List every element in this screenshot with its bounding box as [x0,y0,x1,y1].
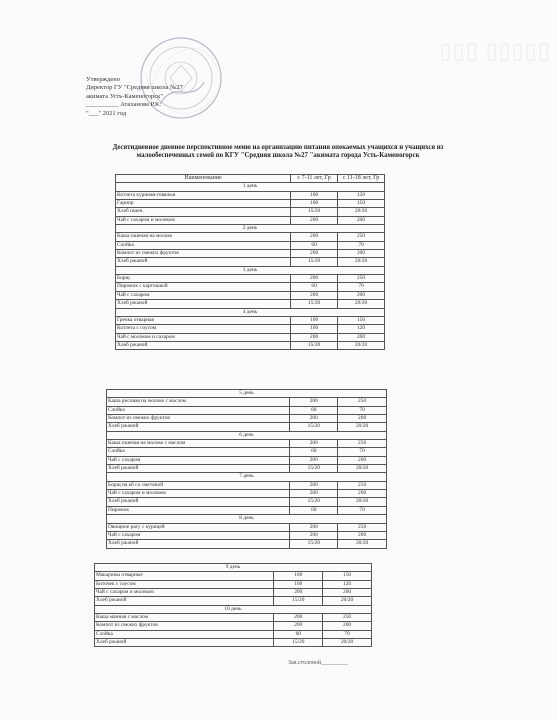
portion-11-18: 150 [323,572,372,580]
portion-7-11: 60 [290,448,338,456]
portion-7-11: 15/20 [274,597,323,605]
portion-11-18: 150 [338,200,385,208]
dish-name: Каша пшеная на молоке [116,233,291,241]
table-row [95,614,372,622]
dish-name: Каша рисовая на молоке с маслом [107,398,290,406]
table-row [107,523,387,531]
portion-11-18: 70 [323,630,372,638]
day-label: 10 день [95,605,372,613]
table-row [116,208,385,216]
day-row [95,605,372,613]
dish-name: Овощное рагу с курицей [107,523,290,531]
table-row [107,456,387,464]
table-row [107,398,387,406]
document-title: Десятидневное дневное перспективное меню на организацию питания опекаемых учащихся и учащихся из малообеспеченных семей по КГУ "Средняя школа №27 "акимата города Усть-Каменогорск [112,144,444,160]
header-age-11-18: с 11-18 лет, Гр [338,175,385,183]
portion-7-11: 200 [290,490,338,498]
portion-11-18: 70 [338,448,387,456]
dish-name: Макароны отварные [95,572,274,580]
day-row [95,564,372,572]
day-label: 8 день [107,515,387,523]
portion-7-11: 200 [291,233,338,241]
portion-11-18: 250 [338,481,387,489]
day-row [116,266,385,274]
dish-name: Биточек с соусом [95,580,274,588]
dish-name: Чай с сахаром [107,531,290,539]
dish-name: Слойка [107,406,290,414]
dish-name: Чай с молоком и сахаром [116,333,291,341]
portion-11-18: 200 [338,415,387,423]
table-row [107,531,387,539]
dish-name: Каша манная с маслом [95,614,274,622]
dish-name: Котлета с соусом [116,325,291,333]
dish-name: Чай с сахаром [107,456,290,464]
dish-name: Компот из свежих фруктов [95,622,274,630]
table-row [116,291,385,299]
table-row [116,341,385,349]
day-row [116,183,385,191]
portion-7-11: 200 [291,291,338,299]
portion-7-11: 100 [291,200,338,208]
portion-7-11: 200 [290,398,338,406]
portion-11-18: 250 [338,440,387,448]
portion-7-11: 15/20 [290,540,338,548]
day-label: 2 день [116,225,385,233]
day-label: 6 день [107,431,387,439]
dish-name: Хлеб пшен. [116,208,291,216]
approval-block [86,76,183,118]
portion-7-11: 15/20 [291,208,338,216]
portion-11-18: 200 [323,589,372,597]
dish-name: Хлеб ржаной [116,341,291,349]
dish-name: Хлеб ржаной [107,465,290,473]
portion-11-18: 200 [338,531,387,539]
day-label: 3 день [116,266,385,274]
portion-7-11: 60 [274,630,323,638]
day-label: 5 день [107,390,387,398]
portion-11-18: 20/20 [338,498,387,506]
portion-7-11: 100 [274,572,323,580]
table-row [116,200,385,208]
portion-11-18: 250 [338,275,385,283]
portion-7-11: 15/20 [291,341,338,349]
day-label: 1 день [116,183,385,191]
dish-name: Компот из свежих фруктов [116,250,291,258]
dish-name: Пирожок [107,506,290,514]
portion-11-18: 20/20 [338,423,387,431]
day-row [107,515,387,523]
table-row [107,440,387,448]
table-row [95,597,372,605]
table-row [107,406,387,414]
portion-11-18: 20/20 [323,639,372,647]
table-row [107,540,387,548]
dish-name: Котлета куриная-говяжья [116,191,291,199]
dish-name: Хлеб ржаной [107,498,290,506]
day-row [107,431,387,439]
portion-11-18: 20/20 [338,465,387,473]
faded-watermark-text: ▯▯▯ ▯▯▯▯▯ [439,38,551,63]
dish-name: Гречка отварная [116,316,291,324]
dish-name: Чай с сахаром и молоком [116,216,291,224]
day-row [107,473,387,481]
portion-11-18: 70 [338,506,387,514]
table-row [116,333,385,341]
table-row [107,498,387,506]
portion-7-11: 15/20 [290,423,338,431]
header-name: Наименование [116,175,291,183]
dish-name: Хлеб ржаной [95,597,274,605]
dish-name: Хлеб ржаной [107,423,290,431]
portion-7-11: 200 [291,250,338,258]
table-row [116,300,385,308]
portion-7-11: 15/20 [291,300,338,308]
table-row [116,325,385,333]
table-row [95,572,372,580]
dish-name: Чай с сахаром [116,291,291,299]
portion-11-18: 200 [338,216,385,224]
dish-name: Чай с сахаром и молоком [107,490,290,498]
table-header-row [116,175,385,183]
dish-name: Чай с сахаром и молоком [95,589,274,597]
day-row [116,225,385,233]
canteen-manager-signature-line: Зав.столовой_________ [288,660,349,666]
dish-name: Борщ на кб со сметаной [107,481,290,489]
table-row [116,216,385,224]
portion-11-18: 250 [338,398,387,406]
portion-7-11: 100 [291,316,338,324]
table-row [95,630,372,638]
approval-line: "___" 2021 год [86,109,127,117]
portion-7-11: 200 [274,589,323,597]
dish-name: Гарнир [116,200,291,208]
portion-7-11: 15/20 [274,639,323,647]
portion-7-11: 60 [291,283,338,291]
table-row [107,481,387,489]
portion-7-11: 100 [291,191,338,199]
portion-11-18: 200 [338,490,387,498]
approval-line: __________ Атаханова Р.К. [86,101,161,109]
portion-7-11: 200 [290,481,338,489]
table-row [116,258,385,266]
dish-name: Слойка [95,630,274,638]
portion-11-18: 200 [338,291,385,299]
portion-7-11: 15/20 [291,258,338,266]
portion-11-18: 70 [338,406,387,414]
portion-7-11: 200 [290,440,338,448]
portion-11-18: 120 [338,191,385,199]
portion-7-11: 60 [290,406,338,414]
portion-7-11: 100 [291,325,338,333]
table-row [95,639,372,647]
portion-11-18: 120 [323,580,372,588]
dish-name: Хлеб ржаной [107,540,290,548]
approval-line: Директор ГУ "Средняя школа №27 [86,84,183,92]
table-row [116,241,385,249]
table-row [95,580,372,588]
portion-11-18: 70 [338,283,385,291]
table-row [116,316,385,324]
dish-name: Компот из свежих фруктов [107,415,290,423]
menu-table-part-3 [94,563,372,647]
portion-7-11: 200 [290,456,338,464]
portion-11-18: 250 [338,523,387,531]
portion-7-11: 60 [291,241,338,249]
portion-11-18: 70 [338,241,385,249]
portion-11-18: 120 [338,325,385,333]
dish-name: Слойка [116,241,291,249]
portion-7-11: 200 [290,531,338,539]
dish-name: Слойка [107,448,290,456]
day-label: 4 день [116,308,385,316]
dish-name: Хлеб ржаной [95,639,274,647]
table-row [107,506,387,514]
table-row [107,448,387,456]
portion-7-11: 200 [290,523,338,531]
menu-table-part-2 [106,389,387,549]
menu-table-part-1 [115,174,385,350]
header-age-7-11: с 7-11 лет, Гр [291,175,338,183]
portion-11-18: 200 [338,333,385,341]
portion-7-11: 200 [291,333,338,341]
portion-7-11: 200 [291,275,338,283]
dish-name: Пирожок с картошкой [116,283,291,291]
table-row [116,191,385,199]
dish-name: Хлеб ржаной [116,300,291,308]
table-row [95,622,372,630]
portion-7-11: 200 [274,622,323,630]
portion-7-11: 200 [291,216,338,224]
portion-11-18: 20/20 [338,300,385,308]
table-row [107,465,387,473]
dish-name: Каша пшеная на молоке с маслом [107,440,290,448]
table-row [107,415,387,423]
portion-7-11: 200 [274,614,323,622]
table-row [116,250,385,258]
portion-7-11: 100 [274,580,323,588]
table-row [107,490,387,498]
table-row [107,423,387,431]
portion-7-11: 60 [290,506,338,514]
portion-11-18: 20/20 [338,341,385,349]
portion-11-18: 200 [323,622,372,630]
portion-11-18: 20/20 [338,540,387,548]
day-label: 7 день [107,473,387,481]
approval-line: Утверждено [86,76,121,83]
table-row [116,275,385,283]
portion-7-11: 200 [290,415,338,423]
portion-7-11: 15/20 [290,465,338,473]
day-label: 9 день [95,564,372,572]
table-row [95,589,372,597]
portion-11-18: 250 [338,233,385,241]
portion-11-18: 20/20 [323,597,372,605]
portion-11-18: 200 [338,456,387,464]
approval-line: акимата Усть-Каменогорск" [86,92,163,100]
dish-name: Хлеб ржаной [116,258,291,266]
portion-11-18: 200 [338,250,385,258]
table-row [116,283,385,291]
portion-11-18: 150 [338,316,385,324]
table-row [116,233,385,241]
dish-name: Борщ [116,275,291,283]
portion-7-11: 15/20 [290,498,338,506]
day-row [116,308,385,316]
portion-11-18: 250 [323,614,372,622]
day-row [107,390,387,398]
portion-11-18: 20/20 [338,208,385,216]
portion-11-18: 20/20 [338,258,385,266]
